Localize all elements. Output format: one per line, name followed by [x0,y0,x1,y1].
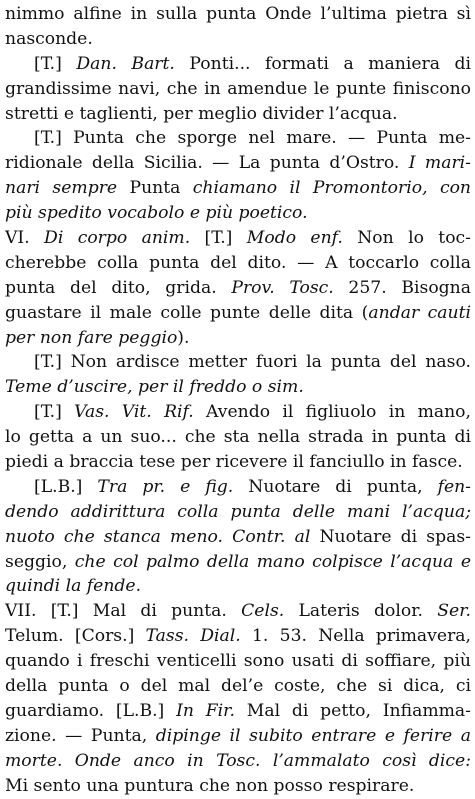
italic-run: per non fare peggio [5,327,178,348]
italic-run: Vas. Vit. Rif. [74,402,194,423]
text-run: seggio, [5,551,75,572]
italic-run: Di corpo anim. [44,228,191,249]
text-line [5,27,471,52]
text-line [5,276,471,301]
text-line [5,475,471,500]
text-run: grandissime navi, che in amendue le punte finiscono [5,78,471,99]
text-run: [T.] [190,228,247,249]
text-line [5,126,471,151]
text-line [5,2,471,27]
text-line [5,226,471,251]
italic-run: Cels. [241,601,285,622]
text-line [5,649,471,674]
text-run: 257. Bisogna [333,277,471,298]
italic-run: morte. Onde anco in Tosc. l’ammalato così dice: [5,750,471,771]
text-line [5,151,471,176]
italic-run: andar cauti [368,302,471,323]
text-line [5,724,471,749]
text-line [5,400,471,425]
text-line [5,749,471,774]
text-run: Punta [117,178,193,199]
italic-run: quindi la fende. [5,576,142,597]
text-line [5,599,471,624]
italic-run: che col palmo della mano colpisce l’acqua e [74,551,471,572]
text-run: ridionale della Sicilia. — La punta d’Ostro. [5,153,409,174]
text-run: Mal di petto, Infiamma- [234,700,471,721]
italic-run: Tra pr. e fig. [97,476,234,497]
text-run: stretti e taglienti, per meglio divider l’acqua. [5,103,398,124]
text-line [5,699,471,724]
italic-run: fen- [437,476,471,497]
text-run: VII. [T.] Mal di punta. [5,601,242,622]
text-line [5,52,471,77]
italic-run: chiamano il Promontorio, con [192,178,471,199]
italic-run: Teme d’uscire, per il freddo o sim. [5,377,304,398]
text-run: VI. [5,228,45,249]
text-run: guardiamo. [L.B.] [5,700,177,721]
italic-run: dipinge il subito entrare e ferire a [155,725,471,746]
text-run: cherebbe colla punta del dito. — A toccarlo colla [5,252,471,273]
text-run: [L.B.] [34,476,98,497]
text-run: [T.] [34,402,75,423]
italic-run: I mari- [408,153,471,174]
text-run: [T.] [34,53,77,74]
italic-run: In Fir. [176,700,235,721]
text-run: [T.] Punta che sporge nel mare. — Punta me- [34,128,471,149]
italic-run: Tass. Dial. [145,626,241,647]
italic-run: dendo addirittura colla punta delle mani l’acqua; [5,501,471,522]
text-run: quando i freschi venticelli sono usati di soffiare, più [5,651,471,672]
text-run: Ponti... formati a maniera di [174,53,471,74]
text-run: [T.] Non ardisce metter fuori la punta del naso. [34,352,471,373]
text-run: lo getta a un suo... che sta nella strada in punta di [5,427,471,448]
text-line [5,301,471,326]
italic-run: nari sempre [5,178,118,199]
text-line [5,176,471,201]
text-run: nasconde. [5,28,93,49]
text-run: 1. 53. Nella primavera, [240,626,471,647]
text-run: ). [177,327,190,348]
italic-run: Dan. Bart. [76,53,175,74]
text-run: Nuotare di spas- [310,526,471,547]
text-run: Avendo il figliuolo in mano, [193,402,471,423]
text-line [5,574,471,599]
text-line [5,774,471,799]
text-line [5,350,471,375]
text-run: guastare il male colle punte delle dita ( [5,302,369,323]
text-run: punta del dito, grida. [5,277,232,298]
text-line [5,624,471,649]
text-line [5,450,471,475]
text-line [5,674,471,699]
text-run: nimmo alfine in sulla punta Onde l’ultima pietra sì [5,4,471,24]
text-line [5,102,471,127]
text-run: zione. — Punta, [5,725,156,746]
text-line [5,251,471,276]
text-line [5,500,471,525]
italic-run: nuoto che stanca meno. Contr. al [5,526,311,547]
text-line [5,326,471,351]
text-run: piedi a braccia tese per ricevere il fanciullo in fasce. [5,452,463,473]
italic-run: Prov. Tosc. [231,277,334,298]
text-run: Nuotare di punta, [233,476,438,497]
text-line [5,77,471,102]
text-run: della punta o del mal del’e coste, che si dica, ci [5,676,471,697]
text-line [5,201,471,226]
italic-run: più spedito vocabolo e più poetico. [5,203,308,224]
text-run: Lateris dolor. [284,601,438,622]
text-line [5,525,471,550]
text-line [5,375,471,400]
text-line [5,550,471,575]
text-body [5,2,471,799]
italic-run: Ser. [437,601,471,622]
text-run: Mi sento una puntura che non posso respirare. [5,775,415,796]
text-run: Telum. [Cors.] [5,626,146,647]
italic-run: Modo enf. [246,228,343,249]
text-line [5,425,471,450]
text-run: Non lo toc- [342,228,471,249]
